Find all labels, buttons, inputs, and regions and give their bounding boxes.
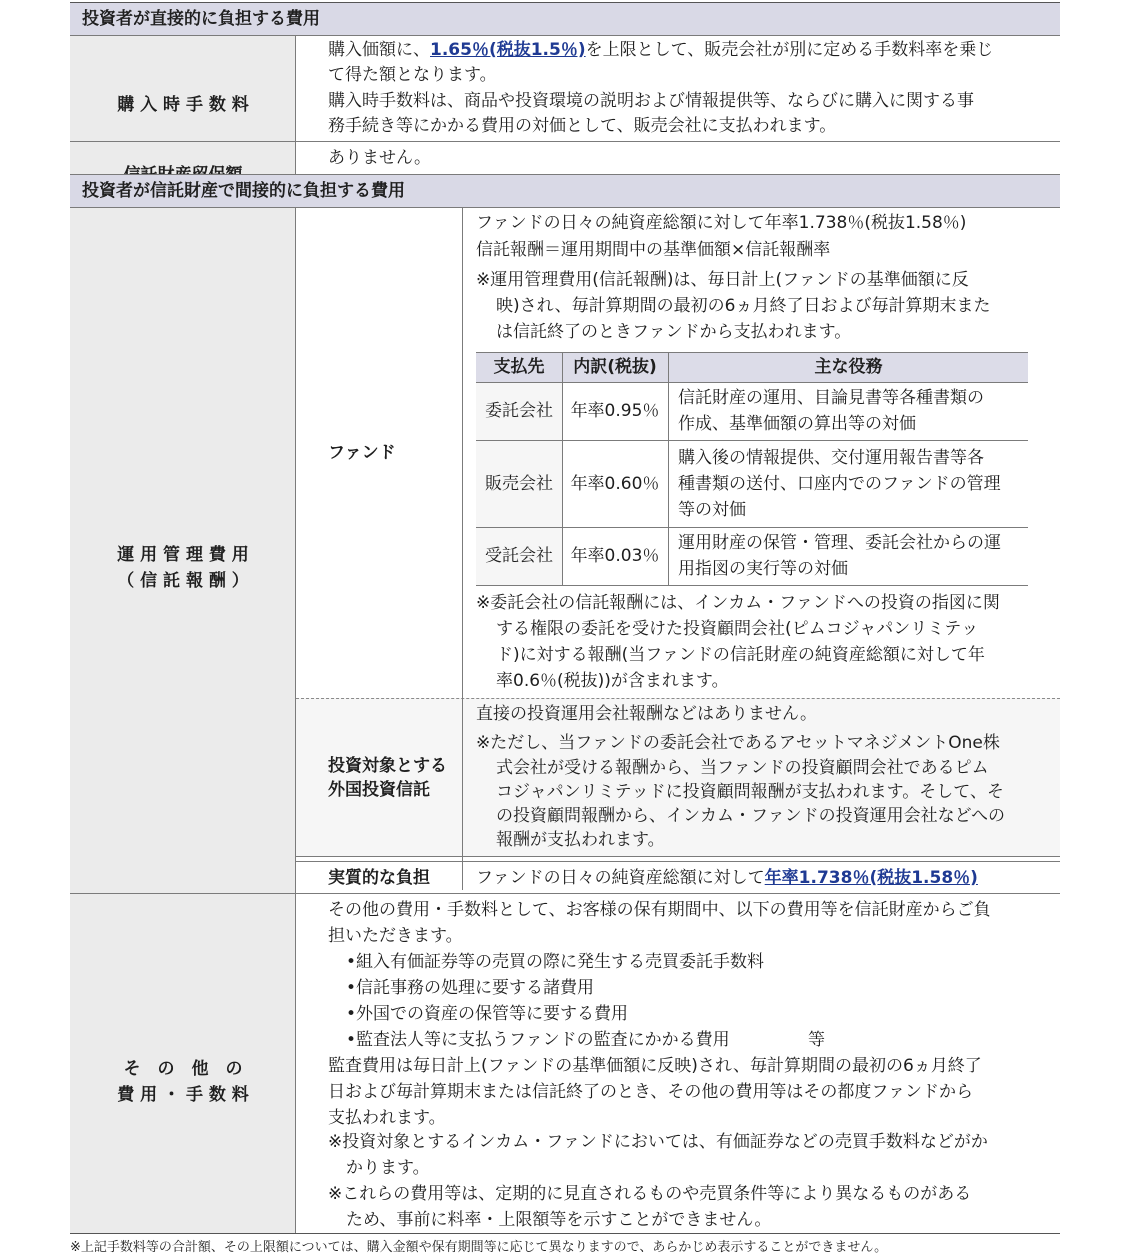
breakdown-header-rate: 内訳(税抜) [573,357,657,377]
retention-value: ありません。 [328,148,432,168]
table-rule [70,174,1060,175]
target-trust-note-1: ※ただし、当ファンドの委託会社であるアセットマネジメントOne株 [476,733,1000,753]
breakdown-row-payee: 委託会社 [485,401,553,421]
breakdown-row-role-2: 用指図の実行等の対価 [678,559,848,579]
breakdown-rule [476,382,1028,383]
effective-burden-value [476,866,978,890]
purchase-fee-line-4: 務手続き等にかかる費用の対価として、販売会社に支払われます。 [328,116,837,136]
target-trust-note-4: の投資顧問報酬から、インカム・ファンドの投資運用会社などへの [496,806,1005,826]
fund-note-line-1: ※運用管理費用(信託報酬)は、毎日計上(ファンドの基準価額に反 [476,270,969,290]
table-rule [70,1233,1060,1234]
purchase-fee-label: 購 入 時 手 数 料 [117,95,249,115]
purchase-fee-line-1-post: を上限として、販売会社が別に定める手数料率を乗じ [585,40,994,60]
fund-formula-line: 信託報酬＝運用期間中の基準価額×信託報酬率 [476,240,831,260]
management-fee-label-1: 運 用 管 理 費 用 [117,545,249,565]
breakdown-row-role-1: 信託財産の運用、目論見書等各種書類の [678,388,984,408]
management-fee-label-2: （ 信 託 報 酬 ） [117,571,249,591]
target-trust-divider [296,698,1060,699]
fund-note2-line-2: する権限の委託を受けた投資顧問会社(ピムコジャパンリミテッ [496,619,979,639]
target-trust-note-3: コジャパンリミテッドに投資顧問報酬が支払われます。そして、そ [496,782,1004,802]
sub-column-rule [462,207,463,890]
purchase-fee-label-cell [70,35,296,141]
target-trust-label-2: 外国投資信託 [328,780,430,800]
breakdown-header-role: 主な役務 [814,357,883,377]
table-rule [70,35,1060,36]
fund-rate-line: ファンドの日々の純資産総額に対して年率1.738％(税抜1.58％) [476,213,967,233]
target-trust-label-1: 投資対象とする [328,756,447,776]
label-column-rule [295,35,296,174]
breakdown-row-role-3: 等の対価 [678,500,746,520]
breakdown-col-rule [668,352,669,585]
table-rule [70,207,1060,208]
other-note1-line-2: かります。 [346,1158,430,1178]
purchase-fee-line-3: 購入時手数料は、商品や投資環境の説明および情報提供等、ならびに購入に関する事 [328,91,974,111]
other-note2-line-1: ※これらの費用等は、定期的に見直されるものや売買条件等により異なるものがある [328,1184,972,1204]
table-rule [70,141,1060,142]
effective-burden-pre: ファンドの日々の純資産総額に対して [476,868,765,888]
breakdown-row-role-2: 作成、基準価額の算出等の対価 [678,414,916,434]
other-fees-bullet: •監査法人等に支払うファンドの監査にかかる費用 [346,1030,730,1050]
breakdown-rule [476,585,1028,586]
audit-line-2: 日および毎計算期末または信託終了のとき、その他の費用等はその都度ファンドから [328,1082,973,1102]
other-fees-bullet: •組入有価証券等の売買の際に発生する売買委託手数料 [346,952,765,972]
other-fees-line-2: 担いただきます。 [328,926,463,946]
breakdown-row-role-1: 購入後の情報提供、交付運用報告書等各 [678,448,984,468]
purchase-fee-max-rate: 1.65％(税抜1.5％) [430,40,586,60]
breakdown-row-rate: 年率0.03％ [570,546,660,566]
other-note2-line-2: ため、事前に料率・上限額等を示すことができません。 [346,1210,772,1230]
effective-double-rule [296,856,1060,857]
fund-label: ファンド [328,443,396,463]
breakdown-row-payee: 販売会社 [485,474,553,494]
table-rule [70,893,1060,894]
breakdown-header-payee: 支払先 [493,357,545,377]
effective-burden-label: 実質的な負担 [328,868,430,888]
target-trust-note-5: 報酬が支払われます。 [496,830,665,850]
fund-note-line-3: は信託終了のときファンドから支払われます。 [496,322,852,342]
breakdown-row-role-2: 種書類の送付、口座内でのファンドの管理 [678,474,1001,494]
other-fees-line-1: その他の費用・手数料として、お客様の保有期間中、以下の費用等を信託財産からご負 [328,900,991,920]
other-fees-label-1: そ の 他 の [123,1059,243,1079]
effective-double-rule [296,861,1060,862]
footnote: ※上記手数料等の合計額、その上限額については、購入金額や保有期間等に応じて異なりますので、あらかじめ表示することができません。 [70,1240,888,1255]
breakdown-row-rate: 年率0.95％ [570,401,660,421]
fund-note2-line-1: ※委託会社の信託報酬には、インカム・ファンドへの投資の指図に関 [476,593,1000,613]
breakdown-row-rate: 年率0.60％ [570,474,660,494]
purchase-fee-line-1 [328,38,993,62]
label-column-rule [295,207,296,1233]
fund-note2-line-3: ド)に対する報酬(当ファンドの信託財産の純資産総額に対して年 [496,645,985,665]
fund-note-line-2: 映)され、毎計算期間の最初の6ヵ月終了日および毎計算期末また [496,296,991,316]
effective-burden-rate: 年率1.738％(税抜1.58％) [764,868,978,888]
breakdown-rule [476,352,1028,353]
breakdown-row-payee: 受託会社 [485,546,553,566]
other-fees-label-2: 費 用 ・ 手 数 料 [117,1085,249,1105]
target-trust-line-1: 直接の投資運用会社報酬などはありません。 [476,704,818,724]
fund-note2-line-4: 率0.6％(税抜))が含まれます。 [496,671,729,691]
direct-costs-header-text: 投資者が直接的に負担する費用 [82,9,320,29]
other-fees-bullet: •信託事務の処理に要する諸費用 [346,978,595,998]
purchase-fee-line-2: て得た額となります。 [328,65,497,85]
target-trust-note-2: 式会社が受ける報酬から、当ファンドの投資顧問会社であるピム [496,758,989,778]
breakdown-row-role-1: 運用財産の保管・管理、委託会社からの運 [678,533,1001,553]
table-rule [70,2,1060,3]
purchase-fee-line-1-pre: 購入価額に、 [328,40,430,60]
audit-line-1: 監査費用は毎日計上(ファンドの基準価額に反映)され、毎計算期間の最初の6ヵ月終了 [328,1056,982,1076]
indirect-costs-header-text: 投資者が信託財産で間接的に負担する費用 [82,181,405,201]
other-fees-bullet-suffix: 等 [808,1030,825,1050]
breakdown-rule [476,440,1028,441]
breakdown-rule [476,527,1028,528]
other-note1-line-1: ※投資対象とするインカム・ファンドにおいては、有価証券などの売買手数料などがか [328,1132,988,1152]
audit-line-3: 支払われます。 [328,1108,446,1128]
other-fees-bullet: •外国での資産の保管等に要する費用 [346,1004,629,1024]
